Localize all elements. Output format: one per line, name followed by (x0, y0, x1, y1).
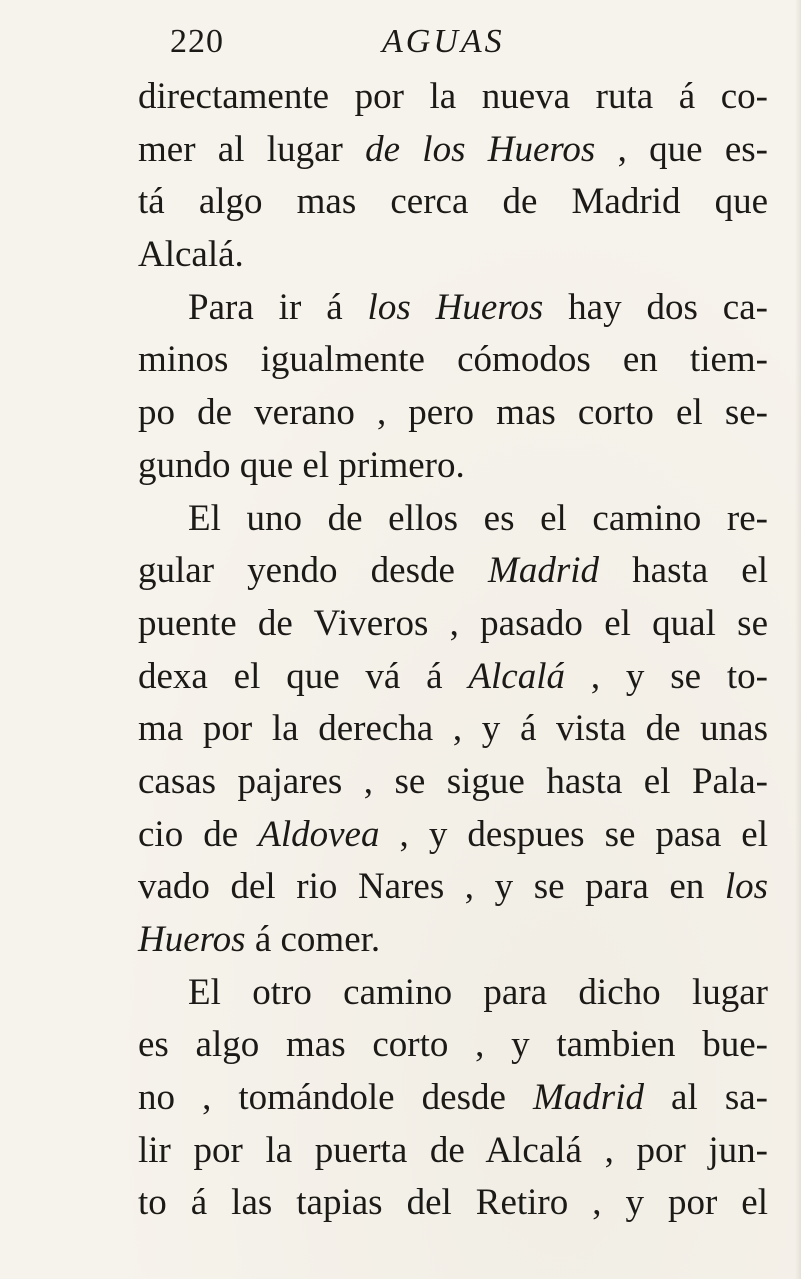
text-run: , y se to- (565, 655, 768, 697)
text-line (138, 1072, 768, 1125)
text-line (138, 124, 768, 177)
text-run: El otro camino para dicho lugar (188, 971, 768, 1013)
italic-text: Madrid (532, 1077, 644, 1119)
italic-text: Madrid (488, 550, 600, 592)
text-line (138, 545, 768, 598)
text-line (138, 967, 768, 1020)
text-run: al sa- (643, 1077, 768, 1119)
page-number: 220 (170, 23, 224, 60)
text-run: cio de (138, 813, 259, 855)
text-line (138, 334, 768, 387)
text-run: es algo mas corto , y tambien bue- (138, 1024, 768, 1066)
italic-text: los (724, 866, 768, 908)
page-header (170, 22, 590, 62)
text-run: minos igualmente cómodos en tiem- (138, 339, 768, 381)
text-line (138, 914, 768, 967)
text-line (138, 1177, 768, 1230)
text-run: mer al lugar (138, 128, 366, 170)
italic-text: Aldovea (258, 813, 380, 855)
text-line (138, 493, 768, 546)
text-run: hay dos ca- (543, 286, 768, 328)
text-line (138, 651, 768, 704)
text-run: hasta el (599, 550, 768, 592)
text-run: Para ir á (188, 286, 368, 328)
text-line (138, 71, 768, 124)
text-line (138, 703, 768, 756)
italic-text: los Hueros (367, 286, 544, 328)
text-line (138, 1125, 768, 1178)
text-run: dexa el que vá á (138, 655, 469, 697)
body-text (138, 71, 768, 1230)
text-run: , y despues se pasa el (379, 813, 768, 855)
text-run: gundo que el primero. (138, 444, 465, 486)
text-line (138, 440, 768, 493)
page-edge-shadow (795, 0, 801, 1279)
text-run: vado del rio Nares , y se para en (138, 866, 725, 908)
text-line (138, 387, 768, 440)
text-run: puente de Viveros , pasado el qual se (138, 602, 768, 644)
text-run: , que es- (595, 128, 768, 170)
text-line (138, 1019, 768, 1072)
text-line (138, 282, 768, 335)
text-line (138, 756, 768, 809)
text-run: ma por la derecha , y á vista de unas (138, 708, 768, 750)
text-line (138, 598, 768, 651)
running-head: AGUAS (382, 23, 505, 60)
text-run: directamente por la nueva ruta á co- (138, 76, 768, 117)
italic-text: Hueros (138, 919, 246, 960)
text-run: no , tomándole desde (138, 1077, 533, 1119)
text-run: gular yendo desde (138, 550, 489, 592)
text-run: Alcalá. (138, 234, 244, 276)
italic-text: Alcalá (468, 655, 566, 697)
text-run: casas pajares , se sigue hasta el Pala- (138, 760, 768, 802)
text-line (138, 176, 768, 229)
text-run: lir por la puerta de Alcalá , por jun- (138, 1129, 768, 1171)
text-run: tá algo mas cerca de Madrid que (138, 181, 768, 223)
text-run: á comer. (245, 919, 381, 960)
text-line (138, 861, 768, 914)
text-run: po de verano , pero mas corto el se- (138, 392, 768, 434)
italic-text: de los Hueros (365, 128, 596, 170)
text-line (138, 229, 768, 282)
text-run: to á las tapias del Retiro , y por el (138, 1182, 768, 1224)
text-line (138, 809, 768, 862)
text-run: El uno de ellos es el camino re- (188, 497, 768, 539)
